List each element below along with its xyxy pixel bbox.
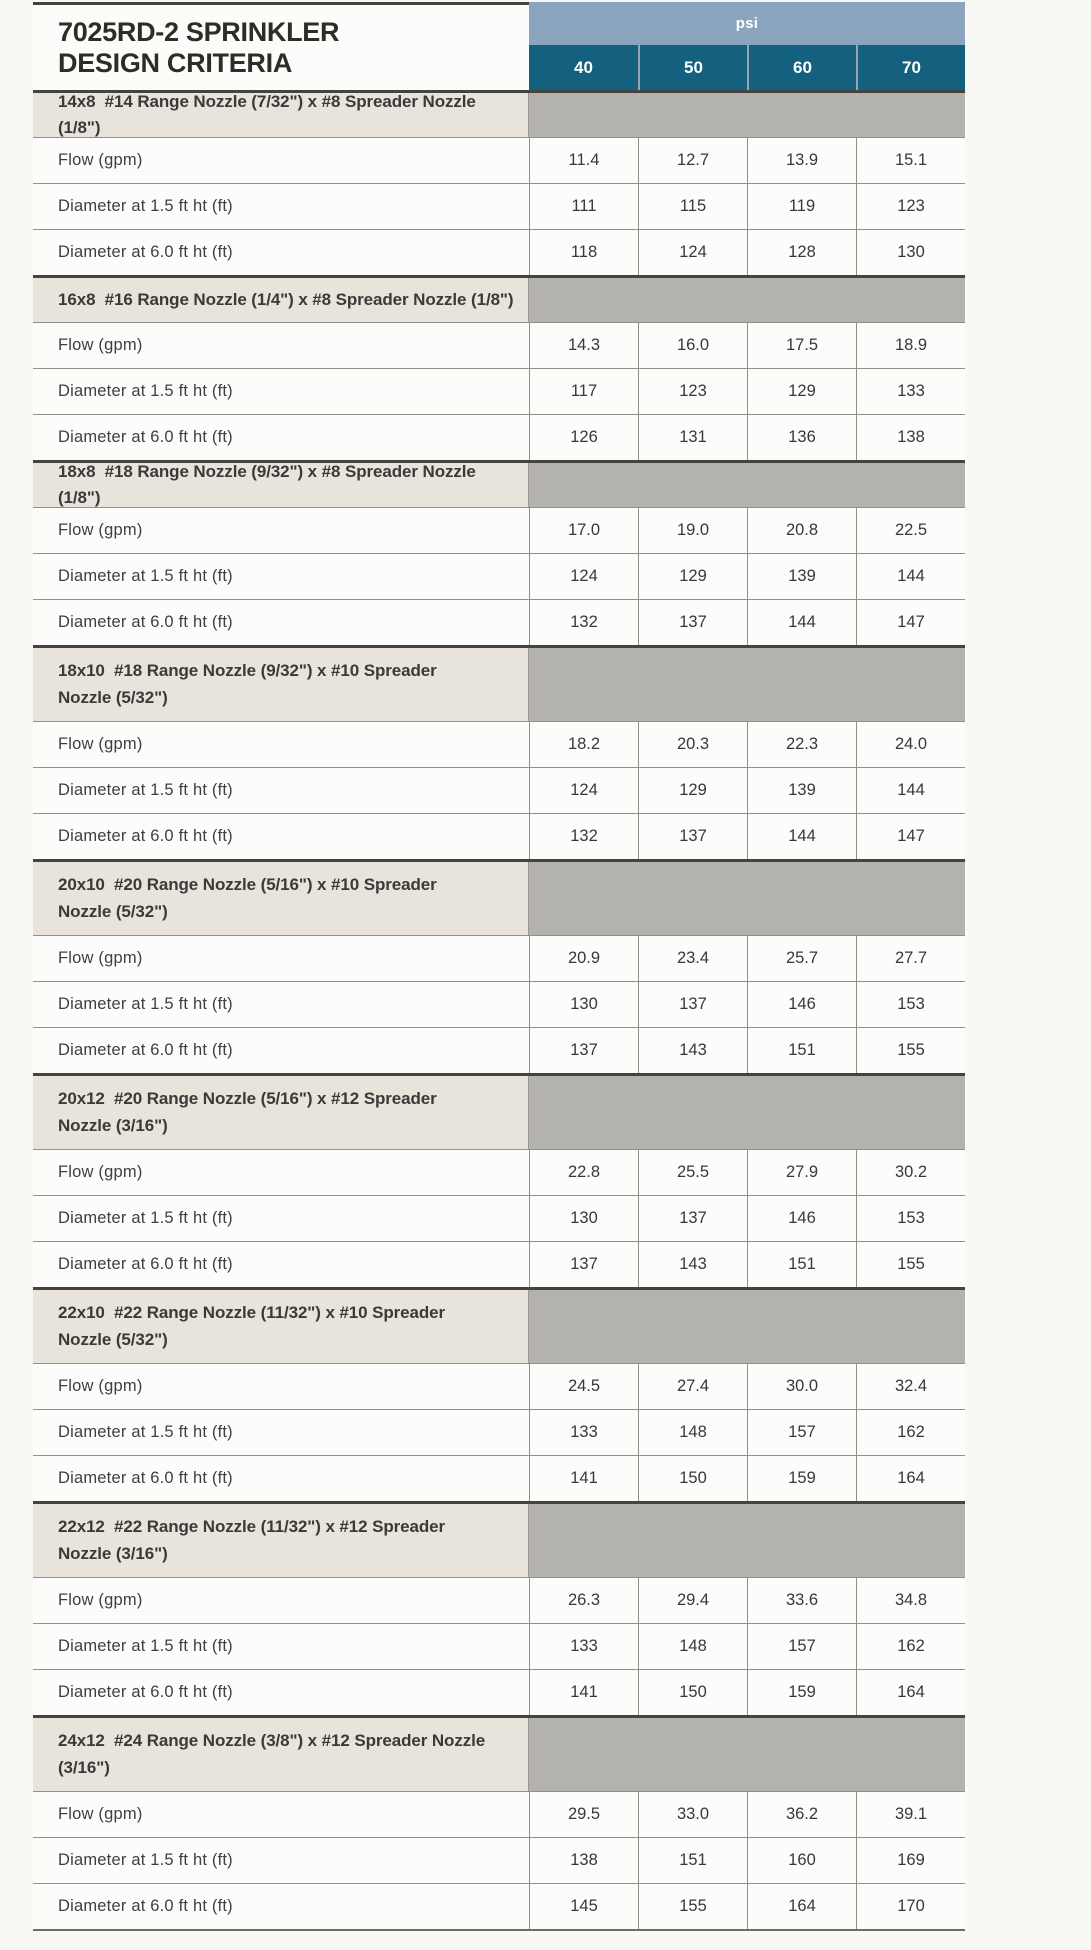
section-title: 18x10 #18 Range Nozzle (9/32") x #10 Spreader Nozzle (5/32") (58, 661, 442, 707)
section-header (33, 859, 965, 935)
value-cell: 151 (638, 1838, 747, 1883)
table-row-diameter-1-5 (33, 368, 965, 414)
table-row-diameter-1-5 (33, 183, 965, 229)
table-row-diameter-6-0 (33, 414, 965, 460)
table-row-flow (33, 1577, 965, 1623)
value-cell: 22.5 (856, 508, 965, 553)
value-cell: 129 (747, 369, 856, 414)
value-cell: 132 (529, 600, 638, 645)
title-line-1: 7025RD-2 SPRINKLER (58, 17, 340, 47)
value-cell: 22.8 (529, 1150, 638, 1195)
table-row-diameter-1-5 (33, 767, 965, 813)
table-row-flow (33, 1149, 965, 1195)
value-cell: 111 (529, 184, 638, 229)
table-row-diameter-1-5 (33, 553, 965, 599)
section-header-spacer (529, 1290, 965, 1363)
value-cell: 170 (856, 1884, 965, 1929)
section-header-label-cell (33, 463, 529, 507)
row-label: Flow (gpm) (58, 521, 143, 539)
table-row-diameter-1-5 (33, 1409, 965, 1455)
value-cell: 124 (529, 554, 638, 599)
section-title: 24x12 #24 Range Nozzle (3/8") x #12 Spreader Nozzle (3/16") (58, 1731, 490, 1777)
value-cell: 123 (638, 369, 747, 414)
section-header-spacer (529, 1718, 965, 1791)
value-cell: 141 (529, 1670, 638, 1715)
value-cell: 18.9 (856, 323, 965, 368)
value-cell: 159 (747, 1456, 856, 1501)
table-row-diameter-1-5 (33, 1837, 965, 1883)
section-header-label-cell (33, 278, 529, 322)
pressure-columns (529, 45, 965, 90)
value-cell: 14.3 (529, 323, 638, 368)
value-cell: 17.0 (529, 508, 638, 553)
row-label: Diameter at 6.0 ft ht (ft) (58, 243, 233, 261)
value-cell: 155 (638, 1884, 747, 1929)
design-criteria-table (33, 2, 965, 1931)
row-label: Diameter at 6.0 ft ht (ft) (58, 1897, 233, 1915)
row-label: Flow (gpm) (58, 1163, 143, 1181)
value-cell: 130 (529, 982, 638, 1027)
value-cell: 155 (856, 1028, 965, 1073)
row-label: Diameter at 6.0 ft ht (ft) (58, 428, 233, 446)
row-label: Flow (gpm) (58, 336, 143, 354)
section-header-spacer (529, 862, 965, 935)
value-cell: 164 (856, 1670, 965, 1715)
value-cell: 124 (529, 768, 638, 813)
value-cell: 148 (638, 1410, 747, 1455)
value-cell: 153 (856, 982, 965, 1027)
value-cell: 157 (747, 1624, 856, 1669)
section-header (33, 645, 965, 721)
value-cell: 136 (747, 415, 856, 460)
value-cell: 137 (529, 1242, 638, 1287)
value-cell: 147 (856, 600, 965, 645)
nozzle-section (33, 1715, 965, 1929)
value-cell: 27.4 (638, 1364, 747, 1409)
section-header (33, 1501, 965, 1577)
table-row-diameter-1-5 (33, 981, 965, 1027)
section-header-spacer (529, 463, 965, 507)
section-title: 22x10 #22 Range Nozzle (11/32") x #10 Spreader Nozzle (5/32") (58, 1303, 450, 1349)
value-cell: 117 (529, 369, 638, 414)
value-cell: 33.6 (747, 1578, 856, 1623)
row-label: Diameter at 1.5 ft ht (ft) (58, 197, 233, 215)
table-row-flow (33, 1363, 965, 1409)
table-title (33, 2, 529, 90)
table-row-flow (33, 721, 965, 767)
pressure-header-50: 50 (638, 45, 747, 90)
value-cell: 162 (856, 1624, 965, 1669)
nozzle-section (33, 460, 965, 645)
nozzle-section (33, 645, 965, 859)
value-cell: 29.5 (529, 1792, 638, 1837)
value-cell: 27.9 (747, 1150, 856, 1195)
value-cell: 123 (856, 184, 965, 229)
nozzle-section (33, 90, 965, 275)
table-row-diameter-1-5 (33, 1623, 965, 1669)
row-label: Flow (gpm) (58, 949, 143, 967)
value-cell: 24.5 (529, 1364, 638, 1409)
value-cell: 137 (638, 982, 747, 1027)
value-cell: 144 (747, 814, 856, 859)
table-row-diameter-6-0 (33, 1027, 965, 1073)
value-cell: 137 (638, 1196, 747, 1241)
section-header-label-cell (33, 93, 529, 137)
row-label: Flow (gpm) (58, 735, 143, 753)
table-row-flow (33, 137, 965, 183)
psi-group-header (529, 2, 965, 45)
row-label: Diameter at 1.5 ft ht (ft) (58, 1209, 233, 1227)
value-cell: 23.4 (638, 936, 747, 981)
row-label: Diameter at 1.5 ft ht (ft) (58, 1637, 233, 1655)
value-cell: 25.7 (747, 936, 856, 981)
value-cell: 137 (638, 600, 747, 645)
value-cell: 157 (747, 1410, 856, 1455)
value-cell: 30.2 (856, 1150, 965, 1195)
value-cell: 119 (747, 184, 856, 229)
nozzle-section (33, 1287, 965, 1501)
table-row-flow (33, 507, 965, 553)
value-cell: 130 (856, 230, 965, 275)
value-cell: 129 (638, 554, 747, 599)
title-line-2: DESIGN CRITERIA (58, 47, 293, 78)
pressure-header-group (529, 2, 965, 90)
table-row-diameter-6-0 (33, 599, 965, 645)
row-label: Diameter at 6.0 ft ht (ft) (58, 613, 233, 631)
value-cell: 20.3 (638, 722, 747, 767)
value-cell: 18.2 (529, 722, 638, 767)
value-cell: 137 (529, 1028, 638, 1073)
table-row-diameter-6-0 (33, 1455, 965, 1501)
value-cell: 145 (529, 1884, 638, 1929)
row-label: Diameter at 6.0 ft ht (ft) (58, 1469, 233, 1487)
section-title: 20x12 #20 Range Nozzle (5/16") x #12 Spreader Nozzle (3/16") (58, 1089, 442, 1135)
value-cell: 129 (638, 768, 747, 813)
section-header-label-cell (33, 1718, 529, 1791)
section-title: 20x10 #20 Range Nozzle (5/16") x #10 Spreader Nozzle (5/32") (58, 875, 442, 921)
value-cell: 20.9 (529, 936, 638, 981)
value-cell: 147 (856, 814, 965, 859)
value-cell: 32.4 (856, 1364, 965, 1409)
section-header-label-cell (33, 862, 529, 935)
row-label: Diameter at 6.0 ft ht (ft) (58, 1683, 233, 1701)
nozzle-section (33, 275, 965, 460)
section-header-spacer (529, 278, 965, 322)
value-cell: 30.0 (747, 1364, 856, 1409)
section-header-spacer (529, 1076, 965, 1149)
value-cell: 16.0 (638, 323, 747, 368)
section-title: 18x8 #18 Range Nozzle (9/32") x #8 Spreader Nozzle (1/8") (58, 461, 481, 507)
section-header-spacer (529, 648, 965, 721)
table-body (33, 90, 965, 1929)
value-cell: 164 (856, 1456, 965, 1501)
value-cell: 33.0 (638, 1792, 747, 1837)
value-cell: 126 (529, 415, 638, 460)
value-cell: 151 (747, 1242, 856, 1287)
value-cell: 36.2 (747, 1792, 856, 1837)
value-cell: 155 (856, 1242, 965, 1287)
section-title: 22x12 #22 Range Nozzle (11/32") x #12 Spreader Nozzle (3/16") (58, 1517, 450, 1563)
row-label: Diameter at 1.5 ft ht (ft) (58, 1423, 233, 1441)
table-row-diameter-6-0 (33, 813, 965, 859)
table-row-diameter-6-0 (33, 1241, 965, 1287)
table-header (33, 2, 965, 90)
section-header-label-cell (33, 1076, 529, 1149)
section-header-label-cell (33, 1290, 529, 1363)
value-cell: 137 (638, 814, 747, 859)
value-cell: 26.3 (529, 1578, 638, 1623)
row-label: Flow (gpm) (58, 151, 143, 169)
value-cell: 133 (856, 369, 965, 414)
nozzle-section (33, 1073, 965, 1287)
value-cell: 160 (747, 1838, 856, 1883)
value-cell: 13.9 (747, 138, 856, 183)
row-label: Diameter at 1.5 ft ht (ft) (58, 382, 233, 400)
row-label: Diameter at 6.0 ft ht (ft) (58, 827, 233, 845)
value-cell: 153 (856, 1196, 965, 1241)
value-cell: 144 (856, 554, 965, 599)
section-header (33, 460, 965, 507)
value-cell: 34.8 (856, 1578, 965, 1623)
pressure-header-60: 60 (747, 45, 856, 90)
value-cell: 124 (638, 230, 747, 275)
value-cell: 20.8 (747, 508, 856, 553)
section-title: 16x8 #16 Range Nozzle (1/4") x #8 Spreader Nozzle (1/8") (58, 289, 514, 309)
value-cell: 22.3 (747, 722, 856, 767)
table-row-flow (33, 935, 965, 981)
pressure-header-40: 40 (529, 45, 638, 90)
value-cell: 164 (747, 1884, 856, 1929)
value-cell: 39.1 (856, 1792, 965, 1837)
section-header (33, 1715, 965, 1791)
table-row-diameter-1-5 (33, 1195, 965, 1241)
section-header-label-cell (33, 648, 529, 721)
section-header-spacer (529, 93, 965, 137)
value-cell: 169 (856, 1838, 965, 1883)
value-cell: 138 (856, 415, 965, 460)
value-cell: 130 (529, 1196, 638, 1241)
value-cell: 139 (747, 768, 856, 813)
row-label: Diameter at 1.5 ft ht (ft) (58, 1851, 233, 1869)
value-cell: 150 (638, 1456, 747, 1501)
psi-label: psi (735, 15, 759, 32)
value-cell: 29.4 (638, 1578, 747, 1623)
value-cell: 143 (638, 1028, 747, 1073)
row-label: Flow (gpm) (58, 1591, 143, 1609)
section-header (33, 90, 965, 137)
value-cell: 17.5 (747, 323, 856, 368)
value-cell: 128 (747, 230, 856, 275)
table-row-diameter-6-0 (33, 229, 965, 275)
value-cell: 146 (747, 982, 856, 1027)
value-cell: 131 (638, 415, 747, 460)
pressure-header-70: 70 (856, 45, 965, 90)
value-cell: 141 (529, 1456, 638, 1501)
row-label: Diameter at 6.0 ft ht (ft) (58, 1255, 233, 1273)
value-cell: 19.0 (638, 508, 747, 553)
section-header-label-cell (33, 1504, 529, 1577)
value-cell: 143 (638, 1242, 747, 1287)
value-cell: 133 (529, 1624, 638, 1669)
value-cell: 24.0 (856, 722, 965, 767)
value-cell: 150 (638, 1670, 747, 1715)
value-cell: 25.5 (638, 1150, 747, 1195)
table-row-diameter-6-0 (33, 1883, 965, 1929)
value-cell: 138 (529, 1838, 638, 1883)
table-row-diameter-6-0 (33, 1669, 965, 1715)
row-label: Diameter at 1.5 ft ht (ft) (58, 781, 233, 799)
value-cell: 144 (856, 768, 965, 813)
section-header (33, 1073, 965, 1149)
value-cell: 139 (747, 554, 856, 599)
value-cell: 144 (747, 600, 856, 645)
section-header (33, 275, 965, 322)
value-cell: 15.1 (856, 138, 965, 183)
value-cell: 151 (747, 1028, 856, 1073)
value-cell: 115 (638, 184, 747, 229)
row-label: Diameter at 1.5 ft ht (ft) (58, 567, 233, 585)
value-cell: 146 (747, 1196, 856, 1241)
nozzle-section (33, 859, 965, 1073)
row-label: Diameter at 6.0 ft ht (ft) (58, 1041, 233, 1059)
value-cell: 27.7 (856, 936, 965, 981)
table-row-flow (33, 1791, 965, 1837)
value-cell: 11.4 (529, 138, 638, 183)
row-label: Flow (gpm) (58, 1377, 143, 1395)
nozzle-section (33, 1501, 965, 1715)
row-label: Flow (gpm) (58, 1805, 143, 1823)
section-title: 14x8 #14 Range Nozzle (7/32") x #8 Spreader Nozzle (1/8") (58, 91, 481, 137)
value-cell: 159 (747, 1670, 856, 1715)
value-cell: 162 (856, 1410, 965, 1455)
row-label: Diameter at 1.5 ft ht (ft) (58, 995, 233, 1013)
table-row-flow (33, 322, 965, 368)
value-cell: 132 (529, 814, 638, 859)
value-cell: 12.7 (638, 138, 747, 183)
section-header (33, 1287, 965, 1363)
value-cell: 148 (638, 1624, 747, 1669)
value-cell: 133 (529, 1410, 638, 1455)
section-header-spacer (529, 1504, 965, 1577)
value-cell: 118 (529, 230, 638, 275)
